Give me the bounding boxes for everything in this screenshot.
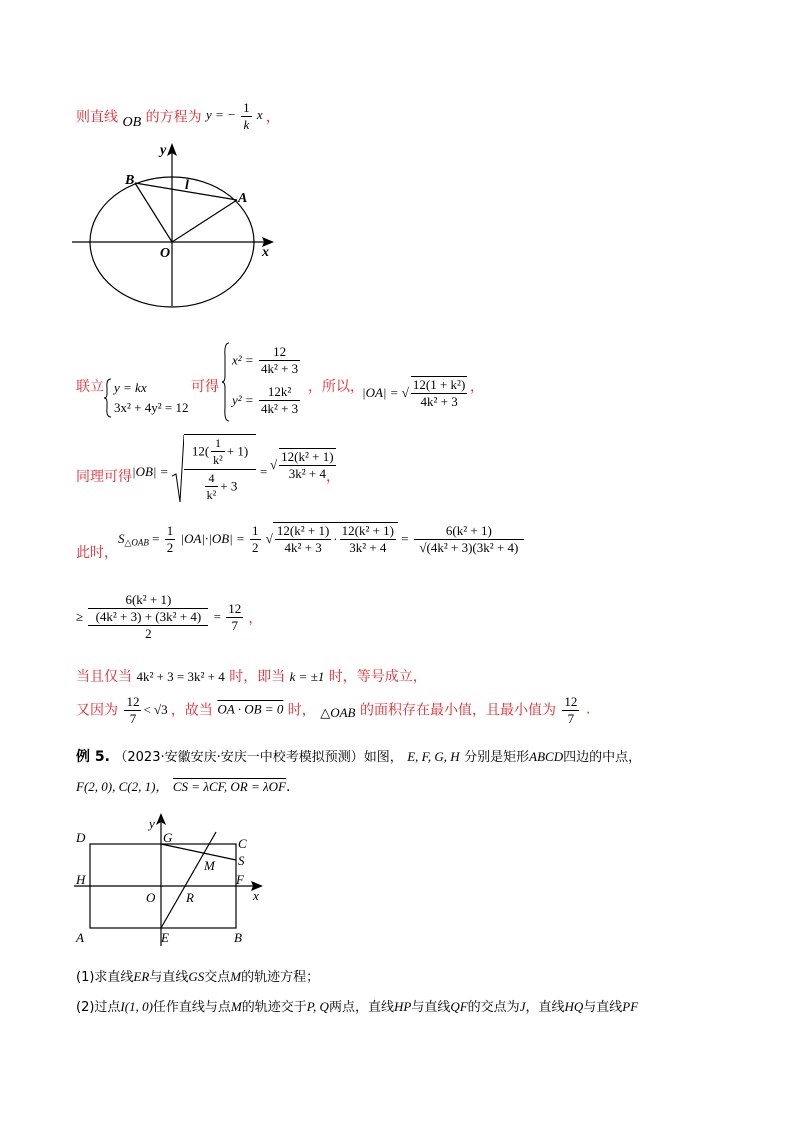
- ob-inner-b: + 1): [226, 443, 249, 459]
- conclusion-tri: △OAB: [320, 705, 356, 721]
- example-given1: F(2, 0), C(2, 1)，: [76, 779, 169, 794]
- area-r2-den: 3k² + 4: [349, 540, 387, 555]
- example-heading: [76, 746, 641, 766]
- ob-prefix: 则直线: [76, 109, 118, 126]
- inequality: [76, 592, 262, 642]
- area-f-den: (4k² + 3)(3k² + 4): [426, 539, 519, 555]
- area-f-num: 6(k² + 1): [414, 523, 524, 540]
- ob-var: OB: [122, 114, 142, 130]
- example-desc2: 四边的中点，: [563, 750, 642, 765]
- ineq-r-num: 12: [228, 600, 242, 616]
- ob-res-den: 3k² + 4: [288, 466, 326, 481]
- ob-formula: |OB| = 12( $\frac{1}{\text{k²}}$ + 1) $\frac{4}{\text{k²}}$ + 3 = √ $\frac{\text{12(k² + 1)}}{\text{3k² + 4}}$: [132, 436, 334, 502]
- combine-mid: 可得: [191, 379, 219, 395]
- conclusion-prefix: 又因为: [76, 702, 118, 719]
- oa-formula: |OA| = √ $\frac{\text{12(1 + k²)}}{\text{4k² + 3}}$: [362, 377, 466, 409]
- ob-left: |OB| =: [132, 464, 169, 479]
- conclusion-end: .: [585, 701, 591, 718]
- conclusion-mid2: 时，: [287, 702, 316, 719]
- ob-eq-right: x: [256, 107, 263, 123]
- q2-prefix: (2)过点: [76, 1000, 121, 1015]
- q1-er: ER: [133, 969, 150, 984]
- y2-den: 4k² + 3: [260, 401, 299, 416]
- equality-end: 时，等号成立，: [328, 669, 427, 685]
- label-h: H: [76, 872, 86, 887]
- ob-eq: =: [260, 464, 268, 479]
- point-a-label: A: [238, 191, 248, 206]
- conclusion-lt: < √3: [143, 702, 168, 718]
- area-s: S: [118, 531, 125, 546]
- combine-prefix: 联立: [76, 379, 104, 395]
- ob-inner-frac-num: 1: [211, 435, 225, 452]
- q2-f: ，直线: [525, 1000, 565, 1015]
- label-s: S: [238, 853, 245, 868]
- label-x: x: [253, 888, 259, 903]
- system-1-brace: [104, 378, 112, 418]
- label-e: E: [161, 930, 169, 945]
- label-c: C: [238, 836, 247, 851]
- ellipse-figure: [68, 140, 280, 310]
- oa-den: 4k² + 3: [420, 394, 458, 409]
- y-axis-label: y: [160, 143, 167, 158]
- area-r1-num: 12(k² + 1): [276, 523, 330, 538]
- label-y: y: [149, 816, 155, 831]
- oa-num: 12(1 + k²): [412, 377, 466, 392]
- label-r: R: [186, 890, 194, 905]
- same-prefix: 同理可得: [76, 469, 132, 485]
- q1-gs: GS: [188, 969, 205, 984]
- oa-left: |OA| =: [362, 385, 399, 400]
- ob-inner-den-tail: + 3: [220, 478, 238, 494]
- area-s-sub: △OAB: [124, 537, 149, 548]
- q2-b: 的轨迹交于: [241, 1000, 307, 1015]
- area-half-num: 1: [166, 522, 174, 538]
- conclusion-val-den: 7: [567, 711, 575, 726]
- conclusion-den: 7: [129, 711, 137, 726]
- area-r1-den: 4k² + 3: [284, 540, 322, 555]
- example-source: （2023·安徽安庆·安庆一中校考模拟预测）如图，: [114, 750, 403, 765]
- conclusion-mid: ，故当: [170, 702, 213, 719]
- q2-c: 两点，直线: [328, 1000, 394, 1015]
- ob-eq-num: 1: [243, 100, 250, 115]
- point-b-label: B: [125, 173, 135, 188]
- label-g: G: [163, 830, 173, 845]
- ob-res-num: 12(k² + 1): [281, 449, 334, 464]
- example-given: [76, 776, 290, 795]
- ob-inner-den-num: 4: [205, 470, 219, 487]
- equality-prefix: 当且仅当: [76, 669, 132, 685]
- ob-equation: [206, 100, 266, 132]
- q1-m: M: [230, 969, 242, 984]
- rectangle-figure: [70, 812, 270, 952]
- system-1: [104, 378, 204, 418]
- area-half-den: 2: [166, 539, 174, 555]
- ineq-r-den: 7: [231, 617, 238, 633]
- area-r2-num: 12(k² + 1): [341, 523, 395, 538]
- conclusion-num: 12: [126, 694, 140, 709]
- q2-e: 的交点为: [467, 1000, 520, 1015]
- x-axis-label: x: [262, 245, 269, 260]
- q1-end: 的轨迹方程；: [241, 970, 320, 985]
- system-2: [222, 342, 312, 422]
- x2-den: 4k² + 3: [260, 361, 299, 376]
- area-dot: ·: [333, 531, 338, 547]
- ob-sqrt-sign: [172, 434, 184, 504]
- combine-so: ，所以，: [308, 379, 364, 395]
- example-label: 例 5.: [76, 749, 110, 765]
- equality-mid: 时，即当: [229, 669, 286, 685]
- equality-line: [76, 666, 427, 686]
- y2-num: 12k²: [259, 384, 300, 401]
- combine-end: ，: [470, 379, 484, 395]
- example-desc1: 分别是矩形: [464, 750, 530, 765]
- question-1: [76, 966, 319, 985]
- conclusion-line: [76, 694, 590, 734]
- area-formula: $S_{\triangle OAB}$ = $\frac{1}{2}$ |OA|·|OB| = $\frac{1}{2}$ √ $\frac{\text{12(k² + 1)}}{\text{4k² + 3}}$ · $\frac{\text{12(k² + 1)}}{\text{3k² + 4}}$ = $\frac{\text{6(k² + 1)}}{\text{√(4k² + 3)(3k² + 4)}}$: [118, 522, 526, 556]
- label-a: A: [76, 930, 84, 945]
- ineq-num: 6(k² + 1): [88, 592, 208, 609]
- conclusion-val-num: 12: [564, 694, 578, 709]
- x2-num: 12: [259, 344, 300, 361]
- ineq-den-top: (4k² + 3) + (3k² + 4): [88, 609, 208, 626]
- area-eq1: =: [152, 531, 160, 546]
- system-2-brace: [222, 342, 230, 422]
- area-prefix: 此时，: [76, 545, 118, 561]
- q1-mid2: 交点: [204, 970, 231, 985]
- x2-left: x² =: [232, 352, 254, 368]
- example-given-end: .: [285, 779, 291, 795]
- q2-m: M: [230, 999, 242, 1014]
- label-f: F: [236, 872, 244, 887]
- q1-mid: 与直线: [149, 970, 189, 985]
- conclusion-tail: 的面积存在最小值，且最小值为: [359, 702, 556, 719]
- area-eq2: =: [401, 531, 409, 546]
- q2-hq: HQ: [564, 999, 584, 1014]
- example-given2: CS = λCF, OR = λOF: [172, 779, 286, 794]
- label-m: M: [204, 858, 215, 873]
- ob-eq-left: y = −: [206, 107, 236, 123]
- label-b: B: [234, 930, 242, 945]
- label-o: O: [146, 890, 156, 905]
- label-d: D: [76, 830, 86, 845]
- ob-inner-den-den: k²: [206, 488, 217, 502]
- equality-k: k = ±1: [289, 669, 325, 684]
- ob-eq-den: k: [243, 117, 250, 132]
- q2-qf: QF: [450, 999, 468, 1014]
- example-rect: ABCD: [529, 749, 564, 764]
- origin-label: O: [160, 246, 171, 261]
- y2-left: y² =: [232, 392, 254, 408]
- q1-prefix: (1)求直线: [76, 970, 134, 985]
- q2-g: 与直线: [583, 1000, 623, 1015]
- q2-pq: P, Q: [306, 999, 329, 1014]
- q2-j: J: [519, 999, 526, 1014]
- ob-mid: 的方程为: [145, 109, 202, 126]
- ob-equation-line: [76, 100, 280, 134]
- ob-inner-frac-den: k²: [213, 453, 223, 467]
- q2-d: 与直线: [411, 1000, 451, 1015]
- ineq-den-bot: 2: [145, 626, 152, 641]
- ineq-eq: =: [213, 609, 221, 624]
- same-end: ，: [326, 469, 340, 485]
- area-mid1: |OA|·|OB| =: [180, 531, 245, 546]
- line-l-label: l: [185, 178, 189, 193]
- q2-point: I(1, 0): [120, 999, 153, 1014]
- question-2: [76, 996, 638, 1015]
- system-eq2: 3x² + 4y² = 12: [114, 400, 189, 415]
- equality-eq: 4k² + 3 = 3k² + 4: [136, 669, 225, 684]
- ineq-ge: ≥: [76, 609, 84, 624]
- q2-hp: HP: [393, 999, 412, 1014]
- ob-end: ，: [265, 109, 280, 126]
- conclusion-vec: OA · OB = 0: [217, 701, 284, 717]
- q2-pf: PF: [622, 999, 639, 1014]
- example-points: E, F, G, H: [407, 749, 460, 764]
- ob-inner-a: 12(: [191, 443, 210, 459]
- system-eq1: y = kx: [114, 380, 147, 395]
- q2-a: 任作直线与点: [152, 1000, 231, 1015]
- ineq-end: ，: [248, 611, 262, 627]
